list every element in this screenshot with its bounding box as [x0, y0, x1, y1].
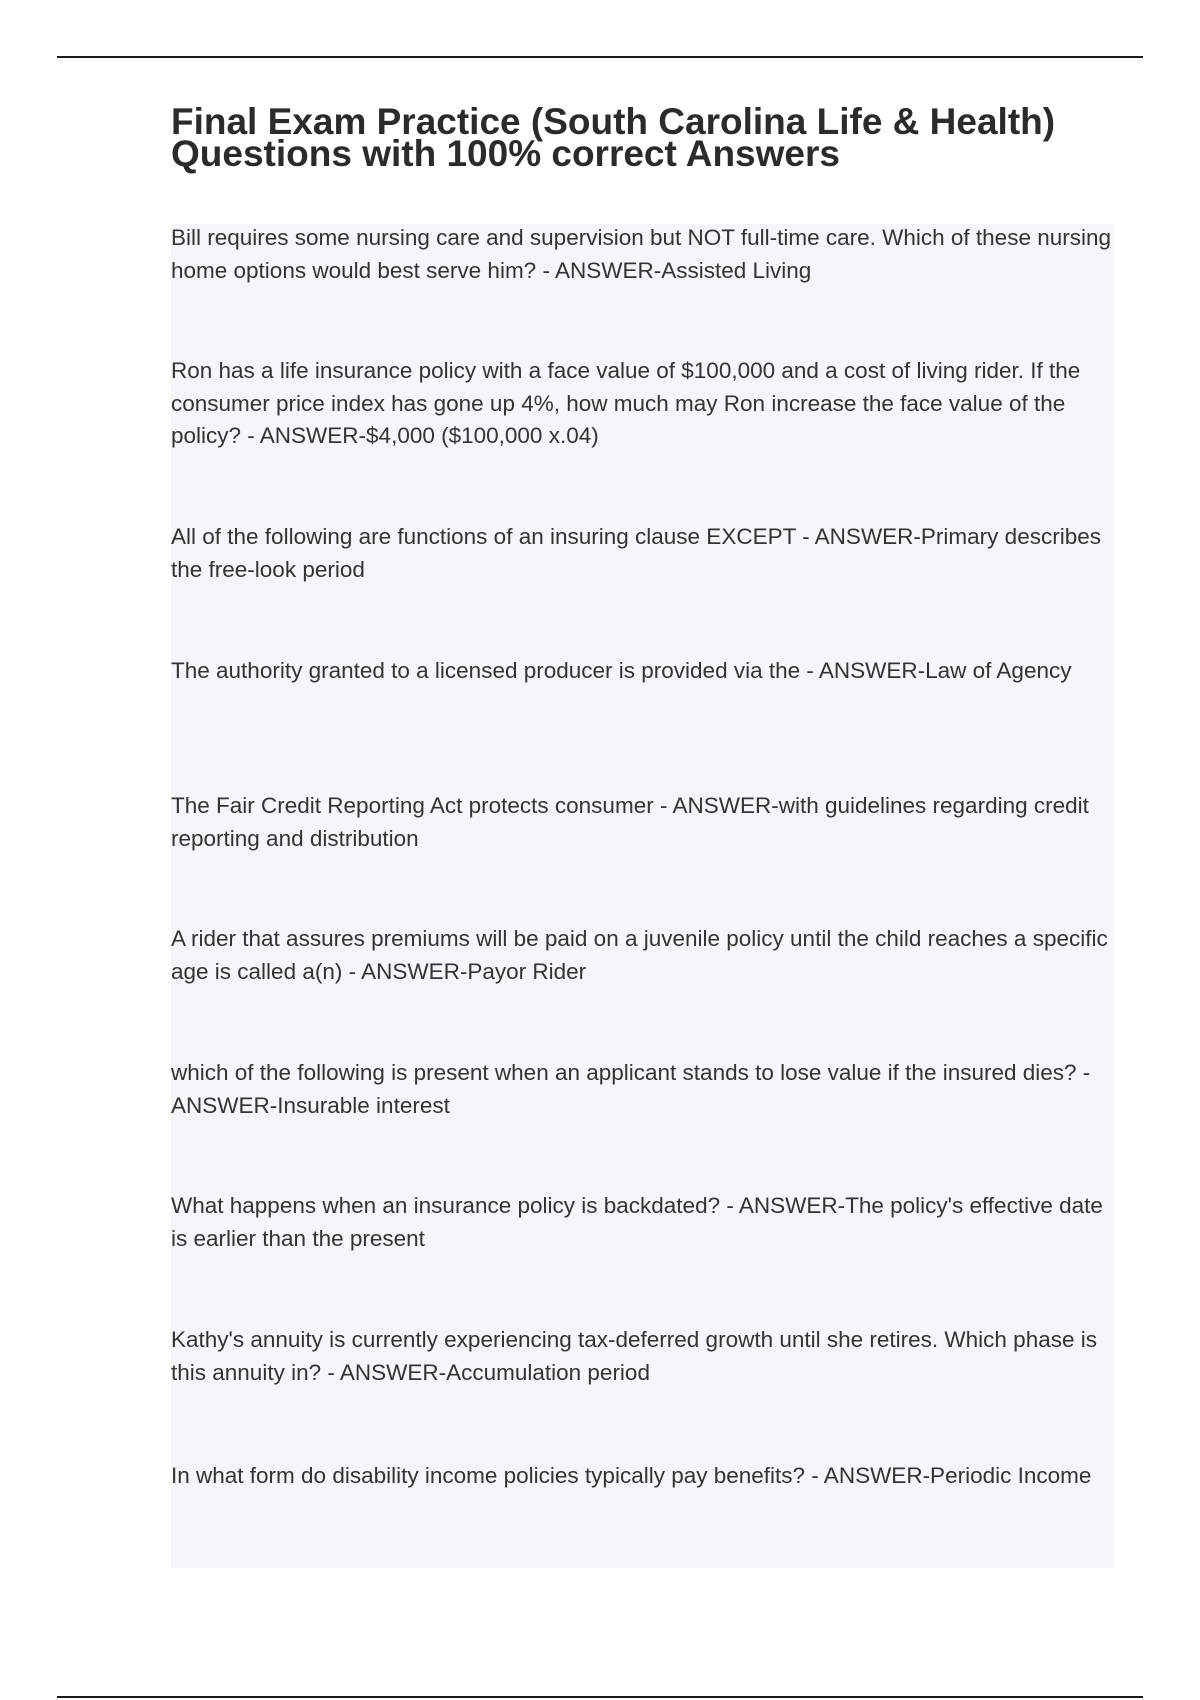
qa-item: In what form do disability income policies typically pay benefits? - ANSWER-Periodic Income: [171, 1463, 1092, 1488]
qa-item: Bill requires some nursing care and supervision but NOT full-time care. Which of these nursing home options would best serve him? - ANSWER-Assisted Living: [171, 225, 1112, 283]
qa-item: Ron has a life insurance policy with a face value of $100,000 and a cost of living rider. If the consumer price index has gone up 4%, how much may Ron increase the face value of the policy? - ANSWER-$4,000 ($100,000 x.04): [171, 358, 1081, 448]
header-rule: [57, 56, 1143, 58]
qa-item: All of the following are functions of an insuring clause EXCEPT - ANSWER-Primary describes the free-look period: [171, 524, 1101, 582]
footer-rule: [57, 1696, 1143, 1698]
qa-item: Kathy's annuity is currently experiencing tax-deferred growth until she retires. Which phase is this annuity in? - ANSWER-Accumulation period: [171, 1327, 1097, 1385]
qa-item: The Fair Credit Reporting Act protects consumer - ANSWER-with guidelines regarding credit reporting and distribution: [171, 793, 1089, 851]
qa-item: A rider that assures premiums will be paid on a juvenile policy until the child reaches a specific age is called a(n) - ANSWER-Payor Rider: [171, 926, 1108, 984]
document-title: Final Exam Practice (South Carolina Life & Health) Questions with 100% correct Answers: [171, 101, 1056, 174]
qa-item: The authority granted to a licensed producer is provided via the - ANSWER-Law of Agency: [171, 658, 1072, 683]
qa-item: What happens when an insurance policy is backdated? - ANSWER-The policy's effective date is earlier than the present: [171, 1193, 1103, 1251]
qa-item: which of the following is present when an applicant stands to lose value if the insured dies? - ANSWER-Insurable interest: [171, 1060, 1091, 1118]
